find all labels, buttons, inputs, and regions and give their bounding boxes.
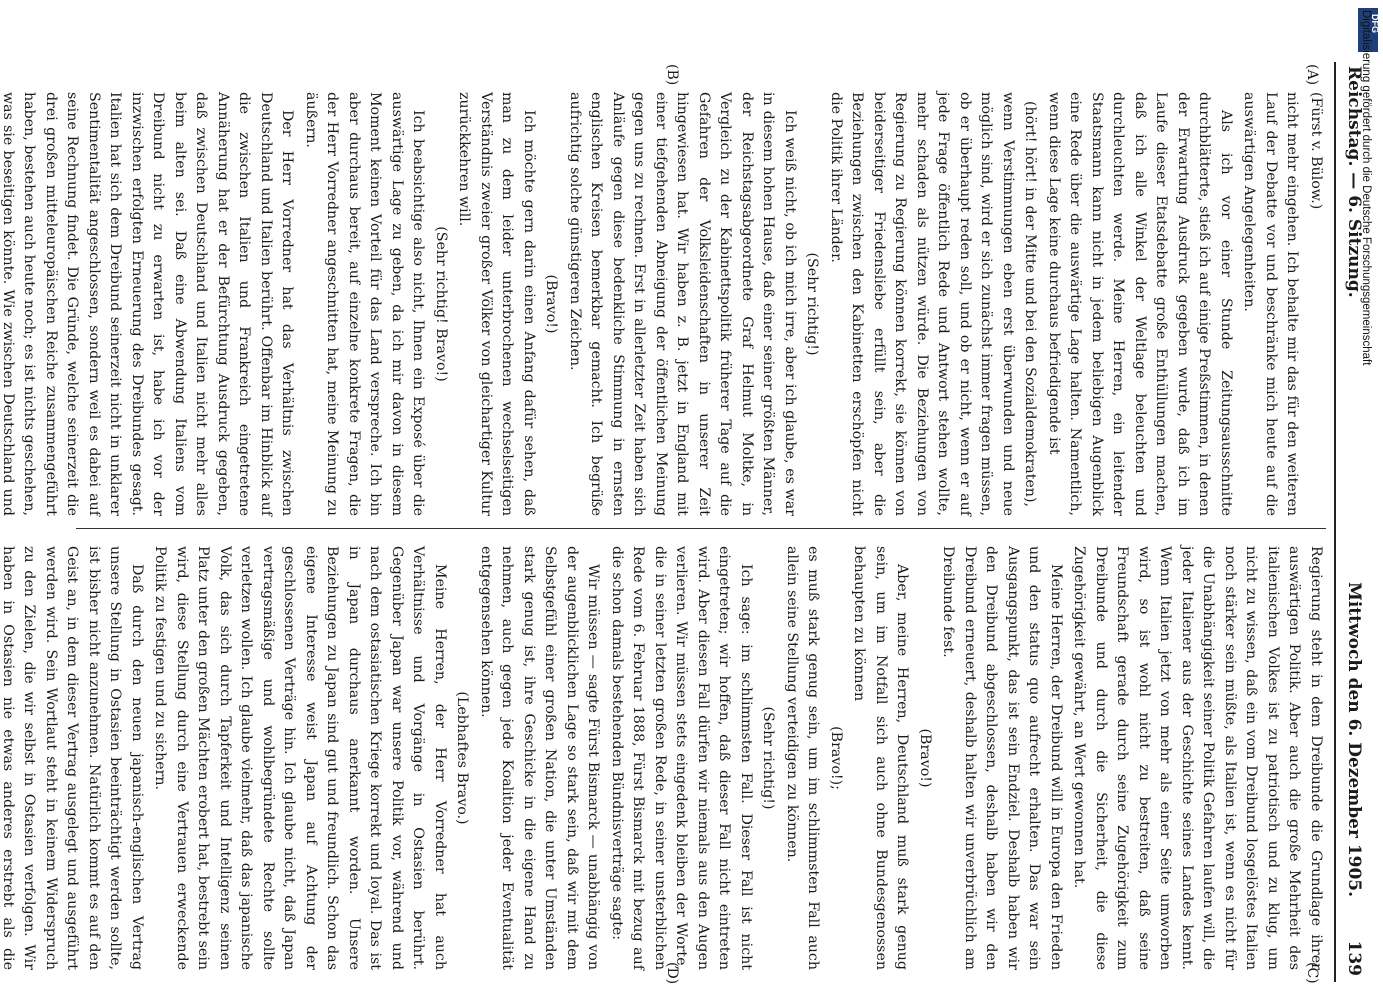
paragraph: nicht mehr eingehen. Ich behalte mir das für den weiteren Lauf der Debatte vor und beschränke mich heute auf die auswärtigen Angelegenheiten. <box>1241 92 1301 516</box>
margin-mark-b: (B) <box>664 64 680 86</box>
margin-mark-c: (C) <box>1304 962 1320 984</box>
left-column <box>0 92 1326 516</box>
interjection: (Bravo!) <box>917 728 933 788</box>
interjection: (Sehr richtig!) <box>804 252 821 356</box>
document-page <box>0 62 1370 985</box>
column-divider <box>76 528 1326 529</box>
interjection: (hört! hört! in der Mitte und bei den Sozialdemokraten), <box>1022 101 1039 507</box>
page-number: 139 <box>1344 940 1364 976</box>
paragraph: wenn Verstimmungen eben erst überwunden und neue möglich sind, wird er sich zunächst immer fragen müssen, ob er überhaupt reden soll, und ob er nicht, wenn er auf jede Frage öffentlich Rede und Antwort stehen wollte, mehr schaden als nützen würde. Die Beziehungen von Regierung zu Regierung können korrekt, sie können von beiderseitiger Friedensliebe erfüllt sein, aber die Beziehungen zwischen den Kabinetten erschöpfen nicht die Politik ihrer Länder. <box>828 92 1016 516</box>
paragraph: Ich weiß nicht, ob ich mich irre, aber ich glaube, es war in diesem hohen Hause, daß einer seiner größten Männer, der Reichstagsabgeordnete Graf Helmut Moltke, in Vergleich zu der Kabinettspolitik früherer Tage auf die Gefahren der Volksleidenschaften in unserer Zeit hingewiesen hat. Wir haben z. B. jetzt in England mit einer tiefgehenden Abneigung der öffentlichen Meinung gegen uns zu rechnen. Erst in allerletzter Zeit haben sich Anläufe gegen diese bedenkliche Stimmung in ernsten englischen Kreisen bemerkbar gemacht. Ich begrüße aufrichtig solche günstigeren Zeichen. <box>567 92 798 516</box>
interjection: (Lebhaftes Bravo.) <box>454 691 471 825</box>
header-date: Mittwoch den 6. Dezember 1905. <box>1344 582 1364 898</box>
header-left: Reichstag. — 6. Sitzung. <box>1344 66 1364 298</box>
paragraph: Aber, meine Herren, Deutschland muß stark genug sein, um im Notfall sich auch ohne Bundesgenossen behaupten zu können <box>851 546 911 970</box>
paragraph: Als ich vor einer Stunde Zeitungsausschnitte durchblätterte, stieß ich auf einige Preßstimmen, in denen der Erwartung Ausdruck gegeben wurde, daß ich im Laufe dieser Etatsdebatte große Enthüllungen machen, daß ich alle Winkel der Weltlage beleuchten und durchleuchten werde. Meine Herren, ein leitender Staatsmann kann nicht in jedem beliebigen Augenblick eine Rede über die auswärtige Lage halten. Namentlich, wenn diese Lage keine durchaus befriedigende ist <box>1046 92 1234 516</box>
paragraph: Meine Herren, der Dreibund will in Europa den Frieden und den status quo aufrecht erhalten. Das war sein Ausgangspunkt, das ist sein Endziel. Deshalb haben wir den Dreibund abgeschlossen, deshalb haben wir den Dreibund erneuert, deshalb halten wir unverbrüchlich am Dreibunde fest. <box>940 546 1064 970</box>
margin-mark-a: (A) <box>1304 64 1320 86</box>
paragraph: es muß stark genug sein, um im schlimmsten Fall auch allein seine Stellung verteidigen zu können. <box>784 546 822 970</box>
interjection: (Sehr richtig! Bravo!) <box>433 226 449 382</box>
speaker-label: (Fürst v. Bülow.) <box>1308 92 1324 210</box>
paragraph: Regierung steht in dem Dreibunde die Grundlage ihrer auswärtigen Politik. Aber auch die große Mehrheit des italienischen Volkes ist zu patriotisch und zu klug, um nicht zu wissen, daß ein vom Dreibund losgelöstes Italien noch stärker sein müßte, als Italien ist, wenn es nicht für die Unabhängigkeit seiner Politik Gefahren laufen will, die jeder Italiener aus der Geschichte seines Landes kennt. Wenn Italien jetzt von mehr als einer Seite umworben wird, so ist wohl nicht zu bestreiten, daß seine Freundschaft gerade durch seine Zugehörigkeit zum Dreibunde und durch die Sicherheit, die diese Zugehörigkeit gewährt, an Wert gewonnen hat. <box>1071 546 1324 970</box>
paragraph: Meine Herren, der Herr Vorredner hat auch Verhältnisse und Vorgänge in Ostasien berührt. Gegenüber Japan war unsere Politik vor, während und nach dem ostasiatischen Kriege korrekt und loyal. Das ist in Japan durchaus anerkannt worden. Unsere Beziehungen zu Japan sind gut und freundlich. Schon das eigene Interesse weist Japan auf Achtung der geschlossenen Verträge hin. Ich glaube nicht, daß Japan vertragsmäßige und wohlbegründete Rechte sollte verletzen wollen. Ich glaube vielmehr, daß das japanische Volk, das sich durch Tapferkeit und Intelligenz seinen Platz unter den großen Mächten erobert hat, bestrebt sein wird, diese Stellung durch eine Vertrauen erweckende Politik zu festigen und zu sichern. <box>152 546 448 970</box>
paragraph: Ich möchte gern darin einen Anfang dafür sehen, daß man zu dem leider unterbrochenen wechselseitigen Verständnis zweier großer Völker von gleichartiger Kultur zurückkehren will. <box>456 92 537 516</box>
interjection: (Bravo!) <box>543 274 560 334</box>
interjection: (Bravo!); <box>828 726 844 790</box>
paragraph: Ich beabsichtige also nicht, Ihnen ein Exposé über die auswärtige Lage zu geben, da ich mir davon in diesem Moment keinen Vorteil für das Land verspreche. Ich bin aber durchaus bereit, auf einzelne konkrete Fragen, die der Herr Vorredner angeschnitten hat, meine Meinung zu äußern. <box>303 92 427 516</box>
paragraph: Der Herr Vorredner hat das Verhältnis zwischen Deutschland und Italien berührt. Offenbar im Hinblick auf die zwischen Italien und Frankreich eingetretene Annäherung hat er der Befürchtung Ausdruck gegeben, daß zwischen Deutschland und Italien nicht mehr alles beim alten sei. Daß eine Abwendung Italiens vom Dreibund nicht zu erwarten ist, habe ich vor der inzwischen erfolgten Erneuerung des Dreibundes gesagt. Italien hat sich dem Dreibund seinerzeit nicht in unklarer Sentimentalität angeschlossen, sondern weil es dabei auf seine Rechnung findet. Die Gründe, welche seinerzeit die drei großen mitteleuropäischen Reiche zusammengeführt haben, bestehen auch heute noch; es ist nichts geschehen, was sie beseitigen könnte. Wie zwischen Deutschland und <box>0 92 296 516</box>
interjection: (Sehr richtig!) <box>760 706 777 810</box>
paragraph: Ich sage: im schlimmsten Fall. Dieser Fall ist nicht eingetreten; wir hoffen, daß dieser Fall nicht eintreten wird. Aber diesen Fall dürfen wir niemals aus den Augen verlieren. Wir müssen stets eingedenk bleiben der Worte, die in seiner letzten großen Rede, in seiner unsterblichen Rede vom 6. Februar 1888, Fürst Bismarck mit bezug auf die schon damals bestehenden Bündnisverträge sagte: <box>609 546 754 970</box>
dfg-logo: DFG <box>1358 8 1378 52</box>
digitization-note: Digitalisierung gefördert durch die Deutsche Forschungsgemeinschaft <box>1360 10 1372 366</box>
paragraph: Daß durch den neuen japanisch-englischen Vertrag unsere Stellung in Ostasien beeinträchtigt werden sollte, ist bisher nicht anzunehmen. Natürlich kommt es auf den Geist an, in dem dieser Vertrag ausgelegt und ausgeführt werden wird. Sein Wortlaut steht in keinem Widerspruch zu den Zielen, die wir selbst in Ostasien verfolgen. Wir haben in Ostasien nie etwas anderes erstrebt als die <box>0 546 145 970</box>
right-column <box>0 546 1326 970</box>
margin-mark-d: (D) <box>664 962 680 985</box>
quotation: Wir müssen — sagte Fürst Bismarck — unabhängig von der augenblicklichen Lage so stark sein, daß wir mit dem Selbstgefühl einer großen Nation, die unter Umständen stark genug ist, ihre Geschicke in die eigene Hand zu nehmen, auch gegen jede Koalition jeder Eventualität entgegensehen können. <box>478 546 602 970</box>
